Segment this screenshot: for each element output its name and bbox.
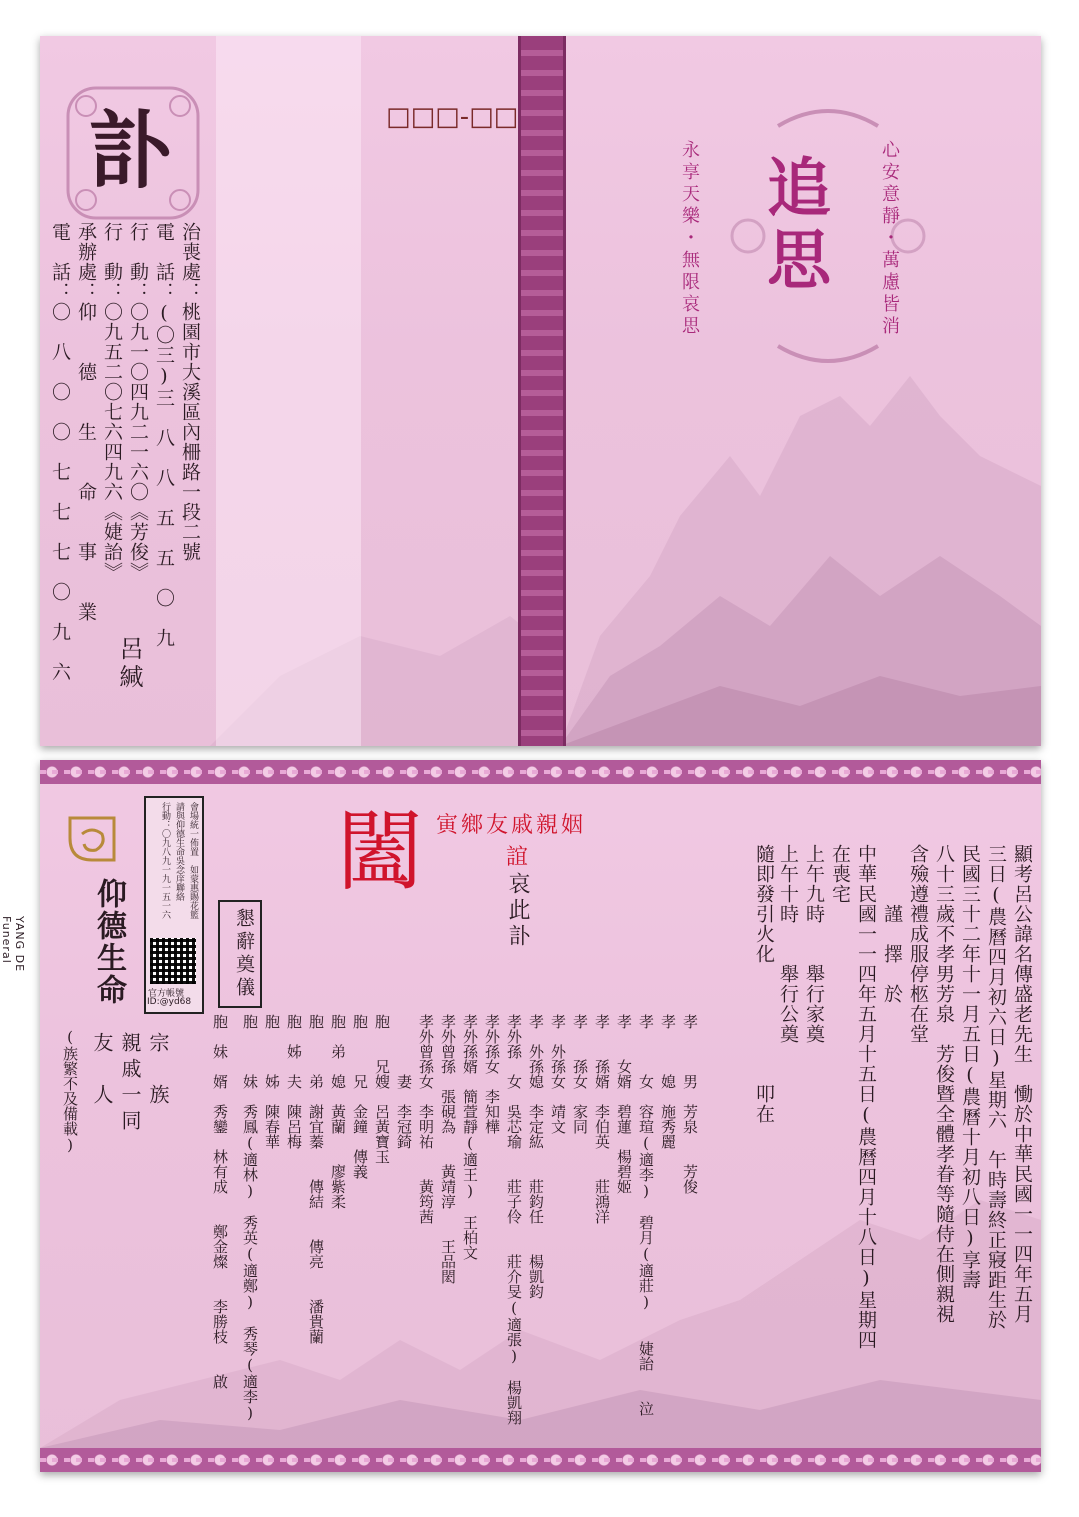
family-col-2: 孝 媳 施秀麗 — [659, 1014, 677, 1149]
family-col-4: 孝 女婿 碧蓮 楊碧姬 — [615, 1014, 633, 1194]
family-col-1: 孝 男 芳泉 芳俊 — [681, 1014, 699, 1194]
stamp-line-1: 會場統一佈置 如蒙惠賜花籃 — [188, 802, 198, 919]
header-mid: 誼 — [506, 845, 529, 870]
header-right: 寅鄉友戚親姻 — [436, 813, 587, 838]
contact-line-3: 行 動：〇九一〇四九二一六〇《芳俊》 — [127, 222, 149, 582]
qr-id: ID:@yd68 — [147, 997, 192, 1007]
placeholder-label: □□□-□□ — [386, 102, 519, 132]
cloud-ornament-icon — [58, 78, 208, 228]
family-col-22: 胞 妹 婿 秀鑾 林有成 鄭金燦 李勝枝 啟 — [211, 1014, 229, 1389]
decline-offerings: 懇辭奠儀 — [218, 900, 262, 1008]
family-col-5: 孝 孫婿 李伯英 莊鴻洋 — [593, 1014, 611, 1224]
family-col-12: 孝外曾孫 張硯為 黃靖淳 王品閎 — [439, 1014, 457, 1284]
announcement — [754, 844, 1034, 1444]
family-col-11: 孝外孫婿 簡萱靜(適王) 王柏文 — [461, 1014, 479, 1260]
group-clan: 宗 族 — [146, 1032, 170, 1110]
contact-line-2: 電 話：(〇三)三 八 八 五 五 〇 九 — [153, 222, 175, 648]
title-zhuisi: 追思 — [756, 154, 831, 298]
announce-line-1: 顯考呂公諱名傳盛老先生 慟於中華民國一一四年五月 — [1011, 844, 1033, 1324]
header-left: 哀此訃 — [505, 872, 530, 950]
announce-line-7: 中華民國一一四年五月十五日(農曆四月十八日)星期四 — [855, 844, 877, 1350]
fu-character: 訃 — [87, 101, 172, 200]
yangde-logo-icon — [62, 808, 122, 868]
announce-line-8: 在喪宅 — [829, 844, 851, 904]
announce-line-2: 三日(農曆四月初六日)星期六 午時壽終正寢距生於 — [985, 844, 1007, 1330]
family-list — [180, 1014, 700, 1434]
stamp-line-2: 請與仰德生命吳念庠聯絡 — [174, 802, 184, 901]
couplet-right: 心安意靜・萬慮皆消 — [879, 140, 900, 338]
obituary-cover — [40, 36, 1041, 746]
group-relatives: 親戚一同 — [118, 1032, 142, 1136]
cover-panel — [216, 36, 361, 746]
announce-line-9: 上午九時 舉行家奠 — [803, 844, 825, 1044]
contact-line-5: 承辦處：仰 德 生 命 事 業 — [75, 222, 97, 622]
family-col-17: 胞 弟 媳 黃蘭 廖紫柔 — [329, 1014, 347, 1209]
family-col-14: 妻 李冠錡 — [395, 1014, 413, 1149]
brand-name: 仰德生命 — [91, 878, 126, 1006]
family-col-8: 孝 外孫媳 李定紘 莊鈞任 楊凱鈞 — [527, 1014, 545, 1299]
family-col-20: 胞 姊 陳春華 — [263, 1014, 281, 1149]
announce-line-5: 含殮遵禮成服停柩在堂 — [907, 844, 929, 1044]
announce-line-3: 民國三十二年十一月五日(農曆十月初八日)享壽 — [959, 844, 981, 1290]
family-col-6: 孝 孫女 家同 — [571, 1014, 589, 1134]
obituary-inner — [0, 760, 1041, 1472]
spine-ribbon — [518, 36, 566, 746]
announce-line-6: 謹 擇 於 — [881, 844, 903, 1004]
stamp-line-3: 行動：〇九八九一九一五一六 — [160, 802, 170, 919]
family-col-7: 孝 外孫女 靖文 — [549, 1014, 567, 1134]
announce-line-4: 八十三歲不孝男芳泉 芳俊暨全體孝眷等隨侍在側親視 — [933, 844, 955, 1324]
header-char: 闔 — [336, 800, 425, 903]
omission-note: (族繁不及備載) — [61, 1028, 79, 1154]
signature: 呂緘 — [115, 636, 143, 692]
group-friends: 友 人 — [90, 1032, 114, 1110]
contact-line-4: 行 動：〇九五二〇七六四九六《婕詒》 — [101, 222, 123, 582]
notice-stamp — [144, 796, 204, 1014]
qr-caption: 官方帳號 — [148, 989, 185, 999]
family-col-13: 孝外曾孫女 李明祐 黃筠茜 — [417, 1014, 435, 1224]
family-col-9: 孝外孫 女 吳芯瑜 莊子伶 莊介旻(適張) 楊凱翔 — [505, 1014, 523, 1425]
family-col-16: 胞 兄 金鐘 傳義 — [351, 1014, 369, 1179]
announce-line-10: 上午十時 舉行公奠 — [777, 844, 799, 1044]
family-col-19: 胞 姊 夫 陳呂梅 — [285, 1014, 303, 1149]
brand-en: YANG DE Funeral — [0, 916, 26, 973]
couplet-left: 永享天樂・無限哀思 — [679, 140, 700, 338]
qr-code[interactable] — [150, 938, 196, 984]
contact-line-6: 電 話：〇 八 〇 〇 七 七 七 〇 九 六 — [49, 222, 71, 682]
family-col-18: 胞 弟 謝宜蓁 傳結 傳亮 潘貴蘭 — [307, 1014, 325, 1344]
family-col-10: 孝外孫女 李知樺 — [483, 1014, 501, 1134]
family-col-3: 孝 女 容瑄(適李) 碧月(適莊) 婕詒 泣 — [637, 1014, 655, 1416]
contact-line-1: 治喪處：桃園市大溪區內柵路一段二號 — [179, 222, 201, 562]
announce-line-11: 隨即發引火化 叩在 — [753, 844, 775, 1124]
family-col-15: 胞 兄嫂 呂黃寶玉 — [373, 1014, 391, 1164]
family-col-21: 胞 妹 秀鳳(適林) 秀英(適鄭) 秀琴(適李) — [241, 1014, 259, 1422]
